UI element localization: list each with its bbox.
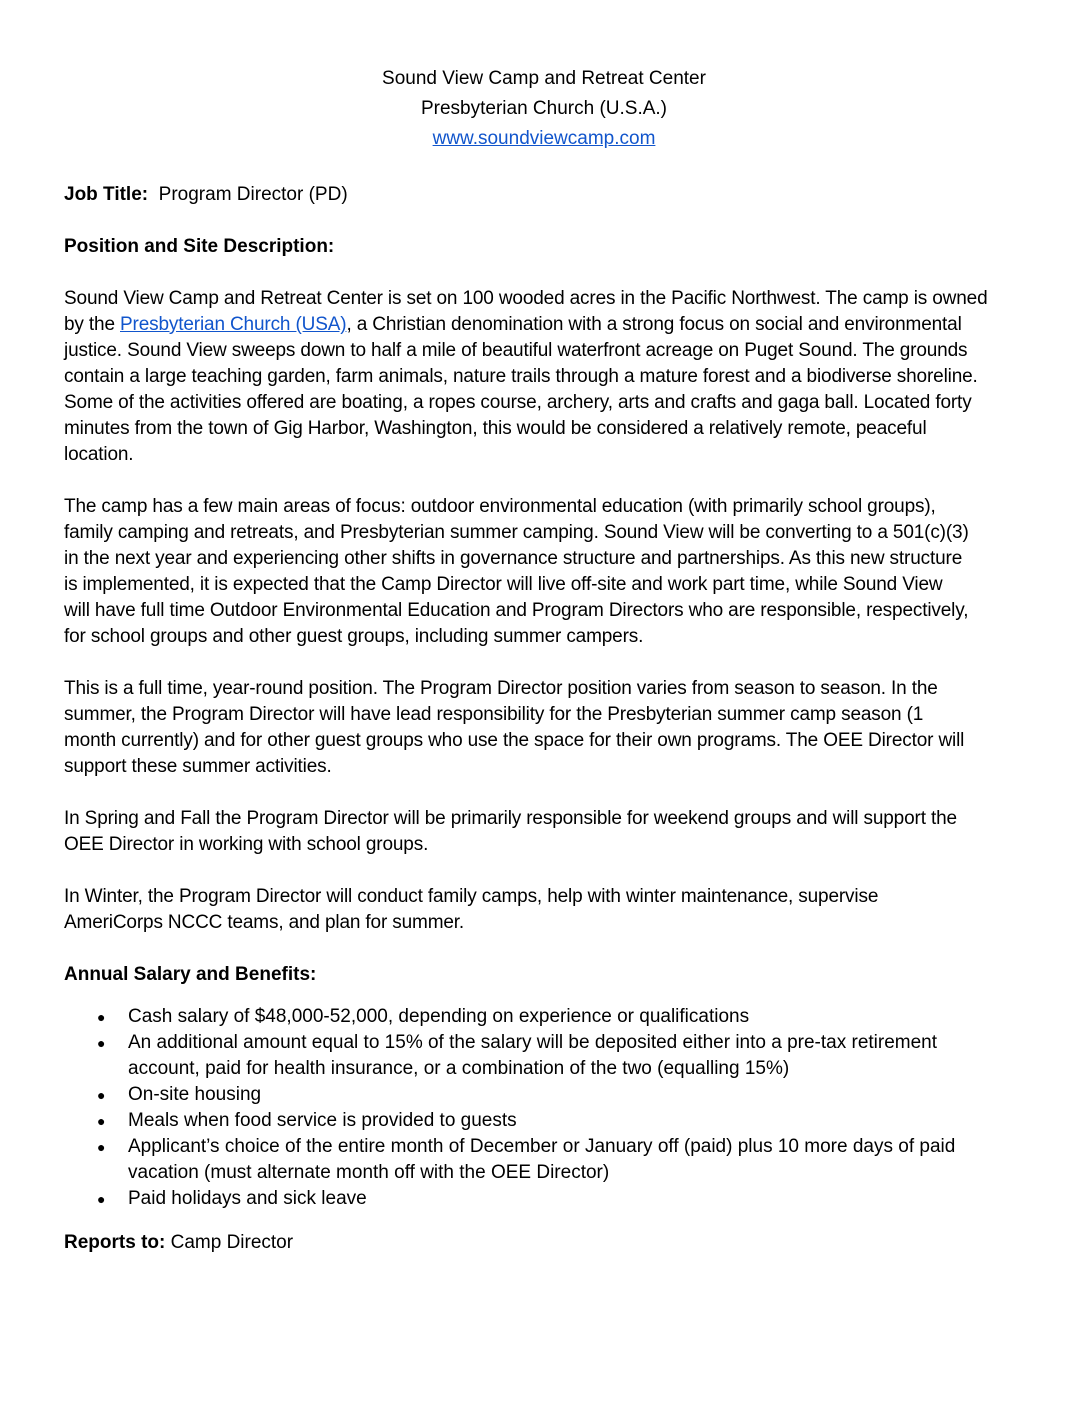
text-line: Meals when food service is provided to guests (128, 1110, 517, 1131)
text-line: AmeriCorps NCCC teams, and plan for summer. (64, 912, 465, 933)
website-link[interactable]: www.soundviewcamp.com (432, 128, 656, 149)
org-name: Sound View Camp and Retreat Center (382, 68, 706, 89)
list-item (64, 1186, 1034, 1212)
list-item (64, 1004, 1034, 1030)
text-line: This is a full time, year-round position. The Program Director position varies from season to season. In the (64, 678, 938, 699)
paragraph-site-description (64, 286, 1034, 468)
text-line: family camping and retreats, and Presbyterian summer camping. Sound View will be converting to a 501(c)(3) (64, 522, 969, 543)
text-line: will have full time Outdoor Environmental Education and Program Directors who are responsible, respectively, (64, 600, 969, 621)
affiliation: Presbyterian Church (U.S.A.) (420, 98, 668, 119)
bullet-icon: ● (97, 1139, 106, 1155)
text-line: Cash salary of $48,000-52,000, depending on experience or qualifications (128, 1006, 750, 1027)
text-line: minutes from the town of Gig Harbor, Washington, this would be considered a relatively remote, peaceful (64, 418, 927, 439)
salary-heading (64, 962, 1034, 988)
salary-heading-text: Annual Salary and Benefits: (64, 964, 317, 985)
text-line: An additional amount equal to 15% of the salary will be deposited either into a pre-tax retirement (128, 1032, 938, 1053)
list-item (64, 1134, 1034, 1186)
text-line: month currently) and for other guest groups who use the space for their own programs. The OEE Director will (64, 730, 965, 751)
text-line: OEE Director in working with school groups. (64, 834, 429, 855)
reports-to (64, 1230, 1034, 1256)
text-line: location. (64, 444, 134, 465)
text-line: support these summer activities. (64, 756, 332, 777)
text-line: justice. Sound View sweeps down to half a mile of beautiful waterfront acreage on Puget Sound. The grounds (64, 340, 968, 361)
text-fragment: by the (64, 314, 120, 335)
position-heading-text: Position and Site Description: (64, 236, 335, 257)
presbyterian-church-link[interactable]: Presbyterian Church (USA) (120, 314, 347, 335)
text-line: in the next year and experiencing other shifts in governance structure and partnerships. As this new structure (64, 548, 963, 569)
job-title-label: Job Title: (64, 184, 149, 205)
text-line: Sound View Camp and Retreat Center is set on 100 wooded acres in the Pacific Northwest. The camp is owned (64, 288, 988, 309)
website-line (0, 124, 1088, 154)
reports-to-value: Camp Director (170, 1232, 294, 1253)
list-item (64, 1030, 1034, 1082)
paragraph-full-time (64, 676, 1034, 780)
text-line: contain a large teaching garden, farm animals, nature trails through a mature forest and a biodiverse shoreline. (64, 366, 978, 387)
bullet-icon: ● (97, 1191, 106, 1207)
text-line: Paid holidays and sick leave (128, 1188, 367, 1209)
text-line: summer, the Program Director will have lead responsibility for the Presbyterian summer camp season (1 (64, 704, 924, 725)
text-fragment: , a Christian denomination with a strong focus on social and environmental (346, 314, 962, 335)
benefits-list (64, 1004, 1034, 1212)
list-item (64, 1108, 1034, 1134)
paragraph-focus-areas (64, 494, 1034, 650)
text-line: In Spring and Fall the Program Director will be primarily responsible for weekend groups and will support the (64, 808, 957, 829)
bullet-icon: ● (97, 1035, 106, 1051)
text-line: The camp has a few main areas of focus: outdoor environmental education (with primarily school groups), (64, 496, 936, 517)
text-line: for school groups and other guest groups, including summer campers. (64, 626, 644, 647)
bullet-icon: ● (97, 1009, 106, 1025)
text-line: On-site housing (128, 1084, 262, 1105)
paragraph-winter (64, 884, 1034, 936)
job-title (64, 182, 1034, 208)
text-line: Applicant’s choice of the entire month of December or January off (paid) plus 10 more days of paid (128, 1136, 956, 1157)
bullet-icon: ● (97, 1113, 106, 1129)
text-line (64, 312, 1034, 338)
text-line: vacation (must alternate month off with the OEE Director) (128, 1162, 610, 1183)
text-line: is implemented, it is expected that the Camp Director will live off-site and work part time, while Sound View (64, 574, 943, 595)
position-heading (64, 234, 1034, 260)
job-title-value: Program Director (PD) (158, 184, 348, 205)
text-line: In Winter, the Program Director will conduct family camps, help with winter maintenance, supervise (64, 886, 879, 907)
paragraph-spring-fall (64, 806, 1034, 858)
reports-to-label: Reports to: (64, 1232, 166, 1253)
text-line: Some of the activities offered are boating, a ropes course, archery, arts and crafts and gaga ball. Located forty (64, 392, 972, 413)
text-line: account, paid for health insurance, or a combination of the two (equalling 15%) (128, 1058, 790, 1079)
list-item (64, 1082, 1034, 1108)
bullet-icon: ● (97, 1087, 106, 1103)
